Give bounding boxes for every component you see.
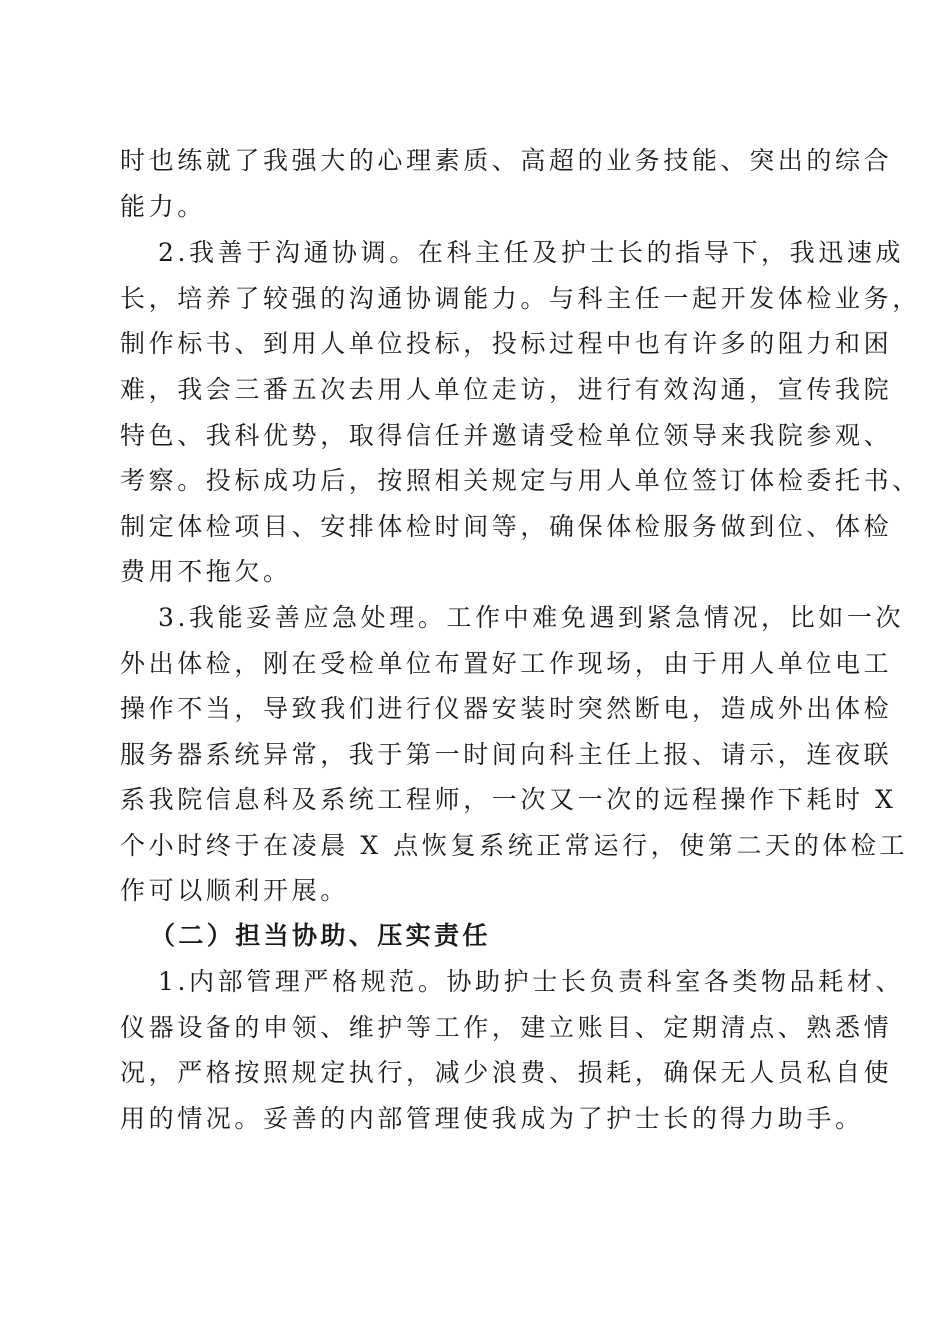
text-line: 仪器设备的申领、维护等工作，建立账目、定期清点、熟悉情 <box>120 1013 893 1042</box>
text-line: 系我院信息科及系统工程师，一次又一次的远程操作下耗时 X <box>120 785 897 814</box>
text-line: 作可以顺利开展。 <box>120 876 349 905</box>
text-line: 用的情况。妥善的内部管理使我成为了护士长的得力助手。 <box>120 1104 864 1133</box>
text-line: 特色、我科优势，取得信任并邀请受检单位领导来我院参观、 <box>120 421 893 450</box>
text-line: 2.我善于沟通协调。在科主任及护士长的指导下，我迅速成 <box>158 238 905 267</box>
text-line: 外出体检，刚在受检单位布置好工作现场，由于用人单位电工 <box>120 649 893 678</box>
text-line: 难，我会三番五次去用人单位走访，进行有效沟通，宣传我院 <box>120 375 893 404</box>
text-line: 能力。 <box>120 192 206 221</box>
text-line: 况，严格按照规定执行，减少浪费、损耗，确保无人员私自使 <box>120 1058 893 1087</box>
text-line: 操作不当，导致我们进行仪器安装时突然断电，造成外出体检 <box>120 694 893 723</box>
text-line: 服务器系统异常，我于第一时间向科主任上报、请示，连夜联 <box>120 740 893 769</box>
text-line: 长，培养了较强的沟通协调能力。与科主任一起开发体检业务， <box>120 284 921 313</box>
text-line: 3.我能妥善应急处理。工作中难免遇到紧急情况，比如一次 <box>158 603 905 632</box>
text-line: 个小时终于在凌晨 X 点恢复系统正常运行，使第二天的体检工 <box>120 831 909 860</box>
text-line: 制定体检项目、安排体检时间等，确保体检服务做到位、体检 <box>120 512 893 541</box>
section-heading: （二）担当协助、压实责任 <box>150 921 491 950</box>
text-line: 时也练就了我强大的心理素质、高超的业务技能、突出的综合 <box>120 146 893 175</box>
text-line: 1.内部管理严格规范。协助护士长负责科室各类物品耗材、 <box>158 967 905 996</box>
text-line: 制作标书、到用人单位投标，投标过程中也有许多的阻力和困 <box>120 329 893 358</box>
text-line: 考察。投标成功后，按照相关规定与用人单位签订体检委托书、 <box>120 466 921 495</box>
text-line: 费用不拖欠。 <box>120 557 292 586</box>
